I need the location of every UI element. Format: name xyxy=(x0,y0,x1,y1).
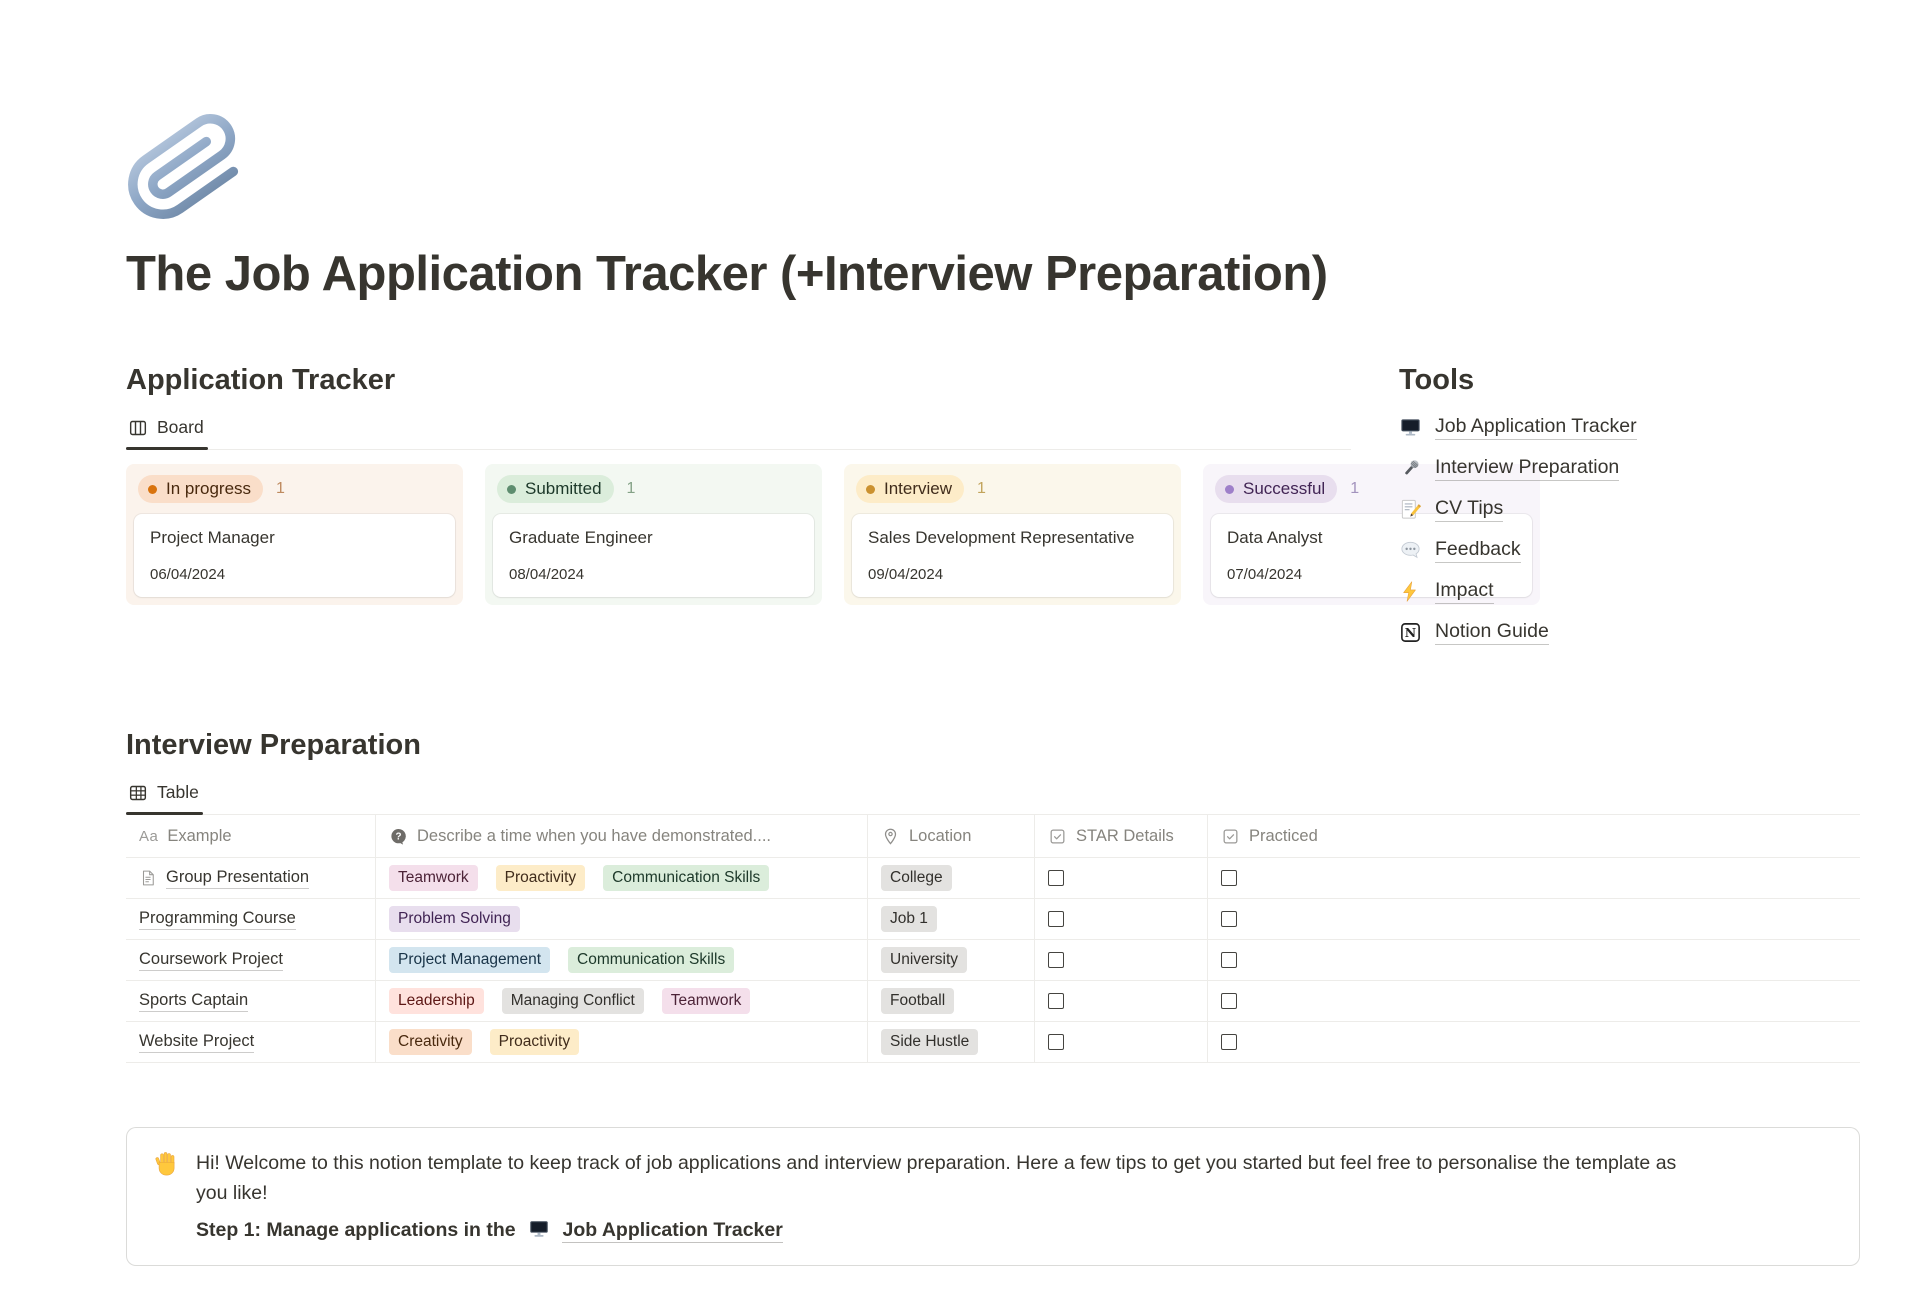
text-aa-icon: Aa xyxy=(139,827,159,845)
callout-step-prefix: Step 1: Manage applications in the xyxy=(196,1219,516,1241)
board-card-date: 06/04/2024 xyxy=(150,566,226,583)
table-row xyxy=(126,1022,1860,1063)
star-details-cell xyxy=(1035,1022,1208,1062)
board-column-header xyxy=(852,472,1173,514)
star-details-checkbox[interactable] xyxy=(1048,993,1064,1009)
filler-cell xyxy=(1378,1022,1860,1062)
skill-tag: Communication Skills xyxy=(568,947,734,973)
skill-tag: Leadership xyxy=(389,988,484,1014)
column-header-location[interactable] xyxy=(868,815,1035,857)
board-card[interactable] xyxy=(852,514,1173,597)
skill-tag: Managing Conflict xyxy=(502,988,644,1014)
top-row xyxy=(126,364,1920,653)
column-header-label: Describe a time when you have demonstrated.... xyxy=(417,826,772,845)
skill-tag: Project Management xyxy=(389,947,550,973)
tools-link-label: CV Tips xyxy=(1435,497,1503,522)
svg-text:N: N xyxy=(1404,625,1417,641)
filler-cell xyxy=(1378,858,1860,898)
desktop-computer-icon xyxy=(1399,416,1422,439)
star-details-cell xyxy=(1035,858,1208,898)
example-cell[interactable] xyxy=(126,899,376,939)
welcome-callout xyxy=(126,1127,1860,1266)
table-view-icon xyxy=(128,783,148,803)
board-column-header xyxy=(493,472,814,514)
column-card-count: 1 xyxy=(276,480,285,497)
skills-cell[interactable] xyxy=(376,899,868,939)
example-page-link[interactable]: Website Project xyxy=(139,1032,254,1053)
board-card-date: 08/04/2024 xyxy=(509,566,585,583)
callout-step-line xyxy=(196,1215,1696,1245)
board-card-title: Data Analyst xyxy=(1227,528,1323,547)
tools-link-feedback[interactable] xyxy=(1399,530,1759,571)
status-pill-label: Submitted xyxy=(525,479,602,498)
example-page-link[interactable]: Group Presentation xyxy=(166,868,309,889)
page-title: The Job Application Tracker (+Interview Preparation) xyxy=(126,247,1328,301)
tab-board[interactable] xyxy=(126,411,216,449)
location-tag: University xyxy=(881,947,967,973)
skill-tag: Teamwork xyxy=(662,988,751,1014)
location-cell[interactable] xyxy=(868,940,1035,980)
skill-tag: Teamwork xyxy=(389,865,478,891)
status-pill-label: Interview xyxy=(884,479,953,498)
example-cell[interactable] xyxy=(126,981,376,1021)
practiced-cell xyxy=(1208,981,1378,1021)
location-tag: College xyxy=(881,865,952,891)
board-column-in-progress xyxy=(126,464,463,605)
filler-cell xyxy=(1378,899,1860,939)
tools-link-label: Job Application Tracker xyxy=(1435,415,1637,440)
table-row xyxy=(126,940,1860,981)
memo-icon xyxy=(1399,498,1422,521)
svg-text:?: ? xyxy=(395,831,402,843)
interview-preparation-heading: Interview Preparation xyxy=(126,729,421,761)
location-tag: Side Hustle xyxy=(881,1029,978,1055)
board-column-submitted xyxy=(485,464,822,605)
table-header-row xyxy=(126,815,1860,858)
skills-cell[interactable] xyxy=(376,858,868,898)
kanban-board xyxy=(126,464,1360,605)
skills-cell[interactable] xyxy=(376,940,868,980)
skill-tag: Problem Solving xyxy=(389,906,520,932)
question-bubble-icon xyxy=(389,827,408,846)
column-header-star[interactable] xyxy=(1035,815,1208,857)
tools-link-cv-tips[interactable] xyxy=(1399,489,1759,530)
board-column-interview xyxy=(844,464,1181,605)
skill-tag: Proactivity xyxy=(496,865,586,891)
callout-text: Hi! Welcome to this notion template to keep track of job applications and interview preparation. Here a few tips to get you started but feel free to personalise the template as you like! xyxy=(196,1152,1677,1204)
tab-board-label: Board xyxy=(157,417,204,437)
table-row xyxy=(126,899,1860,940)
practiced-cell xyxy=(1208,940,1378,980)
board-card[interactable] xyxy=(493,514,814,597)
column-card-count: 1 xyxy=(626,480,636,497)
status-pill-label: Successful xyxy=(1243,479,1326,498)
status-dot-icon xyxy=(507,485,516,494)
tools-link-notion-guide[interactable] xyxy=(1399,612,1759,653)
practiced-cell xyxy=(1208,899,1378,939)
star-details-checkbox[interactable] xyxy=(1048,870,1064,886)
tools-link-interview-preparation[interactable] xyxy=(1399,448,1759,489)
column-card-count: 1 xyxy=(977,480,986,497)
practiced-cell xyxy=(1208,858,1378,898)
location-cell[interactable] xyxy=(868,981,1035,1021)
application-tracker-section xyxy=(126,364,1360,605)
practiced-checkbox[interactable] xyxy=(1221,993,1237,1009)
location-cell[interactable] xyxy=(868,1022,1035,1062)
application-tracker-heading: Application Tracker xyxy=(126,364,396,396)
interview-preparation-section xyxy=(126,729,1920,1063)
skills-cell[interactable] xyxy=(376,1022,868,1062)
board-card-date: 07/04/2024 xyxy=(1227,566,1303,583)
example-cell[interactable] xyxy=(126,858,376,898)
tools-section xyxy=(1399,364,1759,653)
location-pin-icon xyxy=(881,827,900,846)
column-header-filler xyxy=(1378,815,1860,857)
skill-tag: Creativity xyxy=(389,1029,472,1055)
board-card-title: Project Manager xyxy=(150,528,275,547)
tools-link-impact[interactable] xyxy=(1399,571,1759,612)
filler-cell xyxy=(1378,981,1860,1021)
lightning-icon xyxy=(1399,580,1422,603)
example-cell[interactable] xyxy=(126,940,376,980)
star-details-cell xyxy=(1035,981,1208,1021)
interview-preparation-table xyxy=(126,815,1860,1063)
callout-body xyxy=(196,1148,1696,1245)
tab-table[interactable] xyxy=(126,776,211,814)
board-card-date: 09/04/2024 xyxy=(868,566,944,583)
microphone-icon xyxy=(1399,457,1422,480)
tools-link-job-application-tracker[interactable] xyxy=(1399,407,1759,448)
star-details-cell xyxy=(1035,899,1208,939)
location-cell[interactable] xyxy=(868,858,1035,898)
board-card[interactable] xyxy=(134,514,455,597)
board-card-title: Sales Development Representative xyxy=(868,528,1135,547)
page-icon xyxy=(139,868,157,888)
filler-cell xyxy=(1378,940,1860,980)
board-column-header xyxy=(134,472,455,514)
column-header-label: Location xyxy=(909,826,972,845)
tools-heading: Tools xyxy=(1399,364,1475,396)
column-header-label: STAR Details xyxy=(1076,826,1174,845)
star-details-checkbox[interactable] xyxy=(1048,911,1064,927)
table-row xyxy=(126,981,1860,1022)
star-details-checkbox[interactable] xyxy=(1048,952,1064,968)
column-header-describe[interactable] xyxy=(376,815,868,857)
tab-table-label: Table xyxy=(157,782,199,802)
checkbox-icon xyxy=(1048,827,1067,846)
status-pill[interactable] xyxy=(497,475,614,503)
notion-logo-icon xyxy=(1399,621,1422,644)
example-cell[interactable] xyxy=(126,1022,376,1062)
status-pill[interactable] xyxy=(856,475,964,503)
callout-step-link[interactable]: Job Application Tracker xyxy=(562,1219,783,1241)
column-header-example[interactable] xyxy=(126,815,376,857)
column-header-label: Practiced xyxy=(1249,826,1318,845)
column-header-label: Example xyxy=(167,826,232,845)
table-tabbar xyxy=(126,776,1860,815)
raised-hand-icon xyxy=(153,1150,181,1178)
practiced-checkbox[interactable] xyxy=(1221,952,1237,968)
status-pill-label: In progress xyxy=(166,479,252,498)
example-page-link[interactable]: Programming Course xyxy=(139,909,296,930)
skill-tag: Communication Skills xyxy=(603,865,769,891)
tools-link-label: Notion Guide xyxy=(1435,620,1549,645)
practiced-cell xyxy=(1208,1022,1378,1062)
tools-link-label: Interview Preparation xyxy=(1435,456,1619,481)
status-pill[interactable] xyxy=(1215,475,1337,503)
practiced-checkbox[interactable] xyxy=(1221,870,1237,886)
tools-link-label: Feedback xyxy=(1435,538,1521,563)
status-dot-icon xyxy=(148,485,157,494)
checkbox-icon xyxy=(1221,827,1240,846)
status-dot-icon xyxy=(1225,485,1234,494)
board-view-icon xyxy=(128,418,148,438)
status-dot-icon xyxy=(866,485,875,494)
board-card-title: Graduate Engineer xyxy=(509,528,653,547)
notion-page xyxy=(0,104,1920,1266)
tools-link-label: Impact xyxy=(1435,579,1494,604)
desktop-computer-icon xyxy=(528,1218,550,1240)
example-page-link[interactable]: Coursework Project xyxy=(139,950,283,971)
star-details-cell xyxy=(1035,940,1208,980)
column-header-practiced[interactable] xyxy=(1208,815,1378,857)
table-row xyxy=(126,858,1860,899)
star-details-checkbox[interactable] xyxy=(1048,1034,1064,1050)
skill-tag: Proactivity xyxy=(490,1029,580,1055)
speech-balloon-icon xyxy=(1399,539,1422,562)
location-tag: Football xyxy=(881,988,954,1014)
example-page-link[interactable]: Sports Captain xyxy=(139,991,248,1012)
skills-cell[interactable] xyxy=(376,981,868,1021)
practiced-checkbox[interactable] xyxy=(1221,911,1237,927)
column-card-count: 1 xyxy=(1350,480,1360,497)
tools-list xyxy=(1399,407,1759,653)
status-pill[interactable] xyxy=(138,475,263,503)
location-tag: Job 1 xyxy=(881,906,937,932)
practiced-checkbox[interactable] xyxy=(1221,1034,1237,1050)
board-tabbar xyxy=(126,411,1351,450)
paperclip-icon[interactable] xyxy=(126,104,246,232)
location-cell[interactable] xyxy=(868,899,1035,939)
